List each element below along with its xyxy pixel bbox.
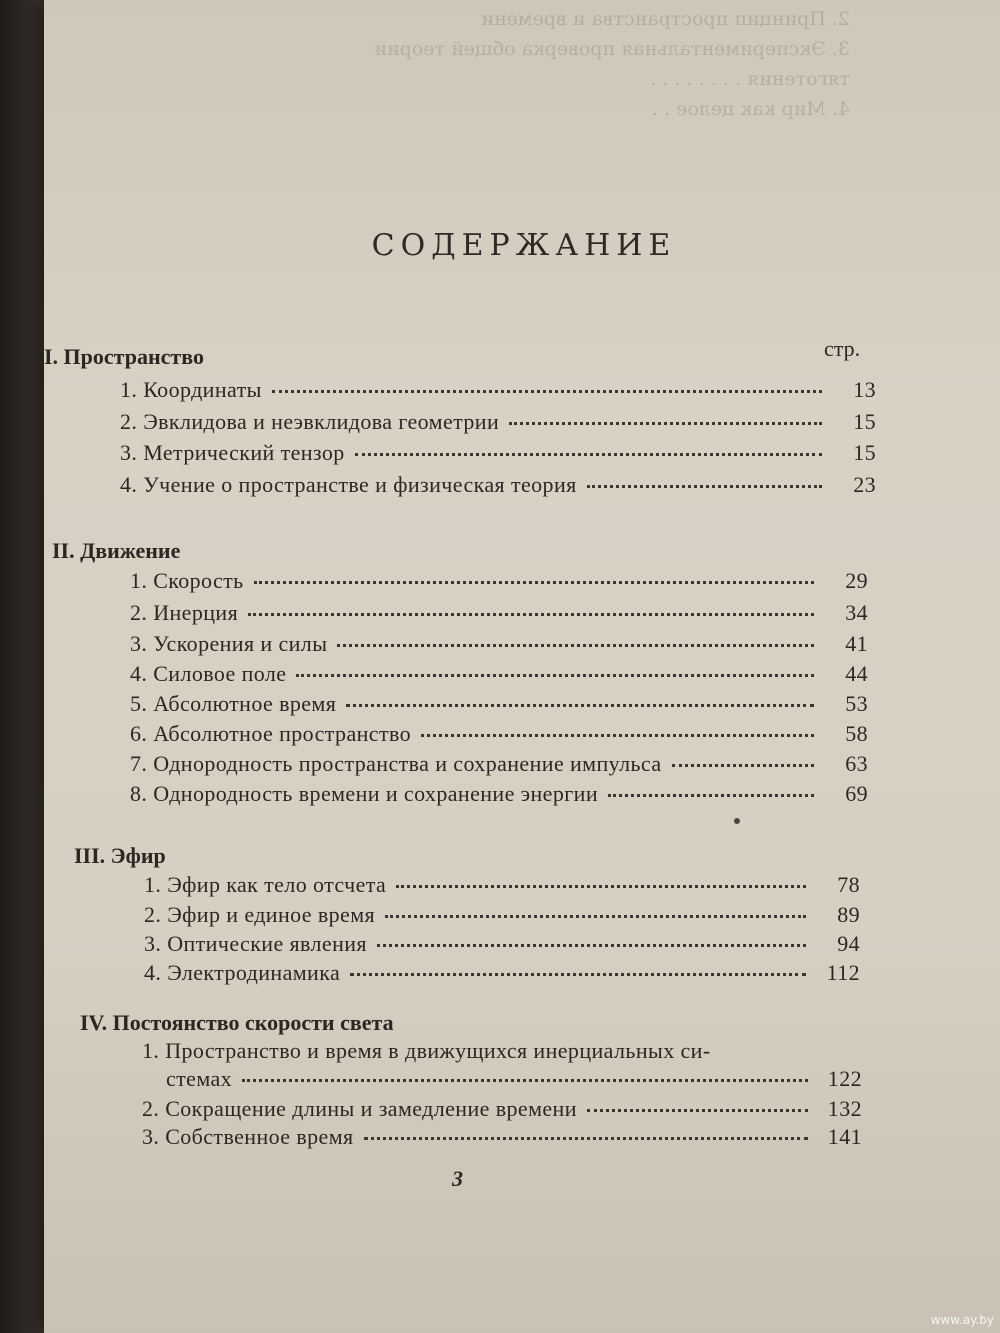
toc-entry-page: 23: [853, 472, 876, 497]
leader-dots: [396, 885, 806, 888]
toc-entry-label: 4. Силовое поле: [130, 661, 287, 686]
bleed-line: 4. Мир как целое . .: [652, 98, 850, 120]
toc-entry-page: 94: [837, 931, 860, 956]
leader-dots: [350, 973, 806, 976]
toc-entry-label: 1. Эфир как тело отсчета: [144, 872, 387, 897]
toc-entry-page: 132: [827, 1096, 862, 1121]
toc-entry[interactable]: [130, 568, 868, 594]
toc-entry-label: 5. Абсолютное время: [130, 691, 337, 716]
toc-entry-page: 15: [853, 440, 876, 465]
leader-dots: [587, 1109, 808, 1112]
toc-entry-label: 6. Абсолютное пространство: [130, 721, 412, 746]
leader-dots: [587, 485, 822, 488]
toc-entry[interactable]: [130, 721, 868, 747]
toc-entry[interactable]: [130, 631, 868, 657]
toc-entry-label: 4. Электродинамика: [144, 960, 341, 985]
toc-entry-label: 3. Собственное время: [142, 1124, 354, 1149]
bleed-line: 2. Принцип пространства и времени: [481, 8, 850, 30]
toc-entry-label: 3. Метрический тензор: [120, 440, 345, 465]
toc-entry[interactable]: [142, 1124, 862, 1150]
toc-entry-page: 34: [845, 600, 868, 625]
leader-dots: [337, 644, 814, 647]
leader-dots: [242, 1079, 808, 1082]
toc-entry-page: 69: [845, 781, 868, 806]
toc-entry-page: 41: [845, 631, 868, 656]
toc-entry-continuation: стемах: [166, 1066, 233, 1091]
bleed-line: тяготения . . . . . . . .: [650, 68, 850, 90]
leader-dots: [364, 1137, 808, 1140]
toc-entry-label: 2. Инерция: [130, 600, 239, 625]
book-page: [44, 0, 1000, 1333]
toc-entry[interactable]: [144, 902, 860, 928]
toc-entry-label: 3. Ускорения и силы: [130, 631, 328, 656]
toc-entry-label: 8. Однородность времени и сохранение энергии: [130, 781, 598, 806]
leader-dots: [254, 581, 814, 584]
toc-entry-page: 13: [853, 377, 876, 402]
chapter-heading: III. Эфир: [74, 843, 166, 868]
toc-entry-label: 2. Эфир и единое время: [144, 902, 376, 927]
toc-entry[interactable]: [120, 409, 876, 435]
toc-entry-page: 29: [845, 568, 868, 593]
toc-entry-page: 122: [827, 1066, 862, 1091]
toc-entry-page: 44: [845, 661, 868, 686]
toc-entry[interactable]: [144, 872, 860, 898]
toc-entry[interactable]: [130, 661, 868, 687]
leader-dots: [385, 915, 806, 918]
toc-entry[interactable]: [144, 960, 860, 986]
toc-entry[interactable]: [130, 600, 868, 626]
paper-spot: [734, 818, 740, 824]
leader-dots: [509, 422, 822, 425]
leader-dots: [672, 764, 814, 767]
leader-dots: [248, 613, 814, 616]
leader-dots: [272, 390, 822, 393]
toc-entry[interactable]: [130, 781, 868, 807]
leader-dots: [296, 674, 814, 677]
chapter-heading: IV. Постоянство скорости света: [80, 1010, 394, 1035]
toc-entry-label: 2. Сокращение длины и замедление времени: [142, 1096, 577, 1121]
page-number: 3: [452, 1166, 463, 1191]
toc-entry-page: 141: [827, 1124, 862, 1149]
toc-entry[interactable]: [120, 440, 876, 466]
leader-dots: [421, 734, 814, 737]
chapter-heading: II. Движение: [52, 538, 181, 563]
toc-entry-page: 112: [826, 960, 860, 985]
toc-entry-page: 53: [845, 691, 868, 716]
leader-dots: [355, 453, 822, 456]
bleed-line: 3. Экспериментальная проверка общей теории: [374, 38, 850, 60]
leader-dots: [377, 944, 806, 947]
toc-entry[interactable]: [142, 1096, 862, 1122]
toc-entry-page: 15: [853, 409, 876, 434]
toc-entry-page: 58: [845, 721, 868, 746]
toc-entry[interactable]: [130, 691, 868, 717]
leader-dots: [346, 704, 814, 707]
page-column-header: стр.: [824, 336, 861, 361]
leader-dots: [608, 794, 814, 797]
toc-entry-page: 78: [837, 872, 860, 897]
toc-entry-label: 3. Оптические явления: [144, 931, 367, 956]
toc-entry[interactable]: [144, 931, 860, 957]
table-of-contents: [44, 0, 1000, 1333]
toc-entry-label: 2. Эвклидова и неэвклидова геометрии: [120, 409, 500, 434]
toc-entry-label[interactable]: 1. Пространство и время в движущихся инерциальных си-: [142, 1038, 711, 1063]
toc-entry[interactable]: [166, 1066, 862, 1092]
toc-entry[interactable]: [120, 377, 876, 403]
watermark: www.ay.by: [930, 1313, 994, 1327]
toc-entry-label: 1. Скорость: [130, 568, 244, 593]
toc-entry-page: 63: [845, 751, 868, 776]
toc-entry-page: 89: [837, 902, 860, 927]
page-title: СОДЕРЖАНИЕ: [371, 228, 677, 263]
toc-entry-label: 4. Учение о пространстве и физическая теория: [120, 472, 577, 497]
toc-entry[interactable]: [130, 751, 868, 777]
toc-entry[interactable]: [120, 472, 876, 498]
toc-entry-label: 1. Координаты: [120, 377, 262, 402]
chapter-heading: I. Пространство: [44, 344, 204, 369]
toc-entry-label: 7. Однородность пространства и сохранение импульса: [130, 751, 662, 776]
